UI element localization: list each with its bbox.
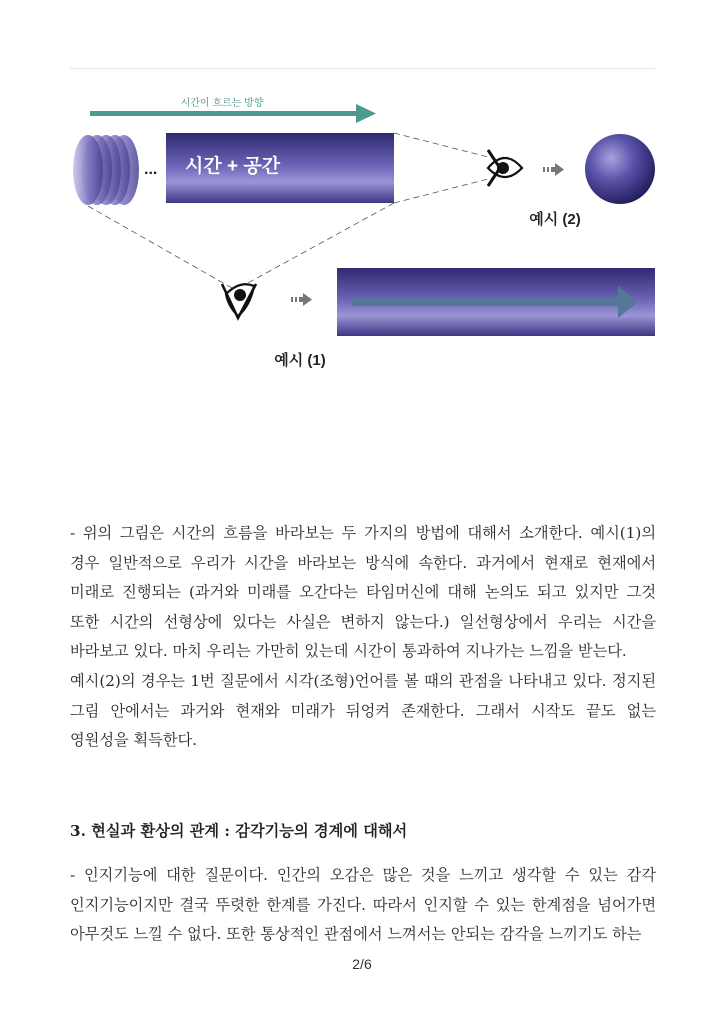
- page-number: 2/6: [352, 956, 372, 972]
- ellipsis: ...: [144, 161, 158, 178]
- section-heading: 3. 현실과 환상의 관계 : 감각기능의 경계에 대해서: [70, 822, 408, 840]
- example2-label: 예시 (2): [529, 211, 581, 228]
- paragraph-1: - 위의 그림은 시간의 흐름을 바라보는 두 가지의 방법에 대해서 소개한다. 예시(1)의 경우 일반적으로 우리가 시간을 바라보는 방식에 속한다. 과거에서 현재로 현재에서 미래로 진행되는 (과거와 미래를 오간다는 타임머신에 대해 논의도 되고 있지만 그것 또한 시간의 선형상에 있다는 사실은 변하지 않는다.) 일선형상에서 우리는 시간을 바라보고 있다. 마치 우리는 가만히 있는데 시간이 통과하여 지나가는 느낌을 받는다.: [70, 524, 656, 660]
- eye-icon-example2: [488, 150, 522, 186]
- section-paragraph: - 인지기능에 대한 질문이다. 인간의 오감은 많은 것을 느끼고 생각할 수 있는 감각 인지기능이지만 결국 뚜렷한 한계를 가진다. 따라서 인지할 수 있는 한계점을 넘어가면 아무것도 느낄 수 없다. 또한 통상적인 관점에서 느껴서는 안되는 감각을 느끼기도 하는: [70, 866, 656, 943]
- example1-label: 예시 (1): [274, 352, 326, 369]
- top-divider: [70, 68, 655, 69]
- time-slices-stack: [73, 135, 139, 205]
- time-diagram: [0, 80, 724, 380]
- time-space-label: 시간 + 공간: [185, 156, 281, 177]
- time-flow-label: 시간이 흐르는 방향: [180, 98, 264, 109]
- sphere-icon: [585, 134, 655, 204]
- small-arrow-icon-example1: [291, 293, 312, 306]
- eye-icon-example1: [222, 284, 256, 318]
- small-arrow-icon-example2: [543, 163, 564, 176]
- paragraph-2: 예시(2)의 경우는 1번 질문에서 시각(조형)언어를 볼 때의 관점을 나타내고 있다. 정지된 그림 안에서는 과거와 현재와 미래가 뒤엉켜 존재한다. 그래서 시작도 끝도 없는 영원성을 획득한다.: [70, 672, 656, 749]
